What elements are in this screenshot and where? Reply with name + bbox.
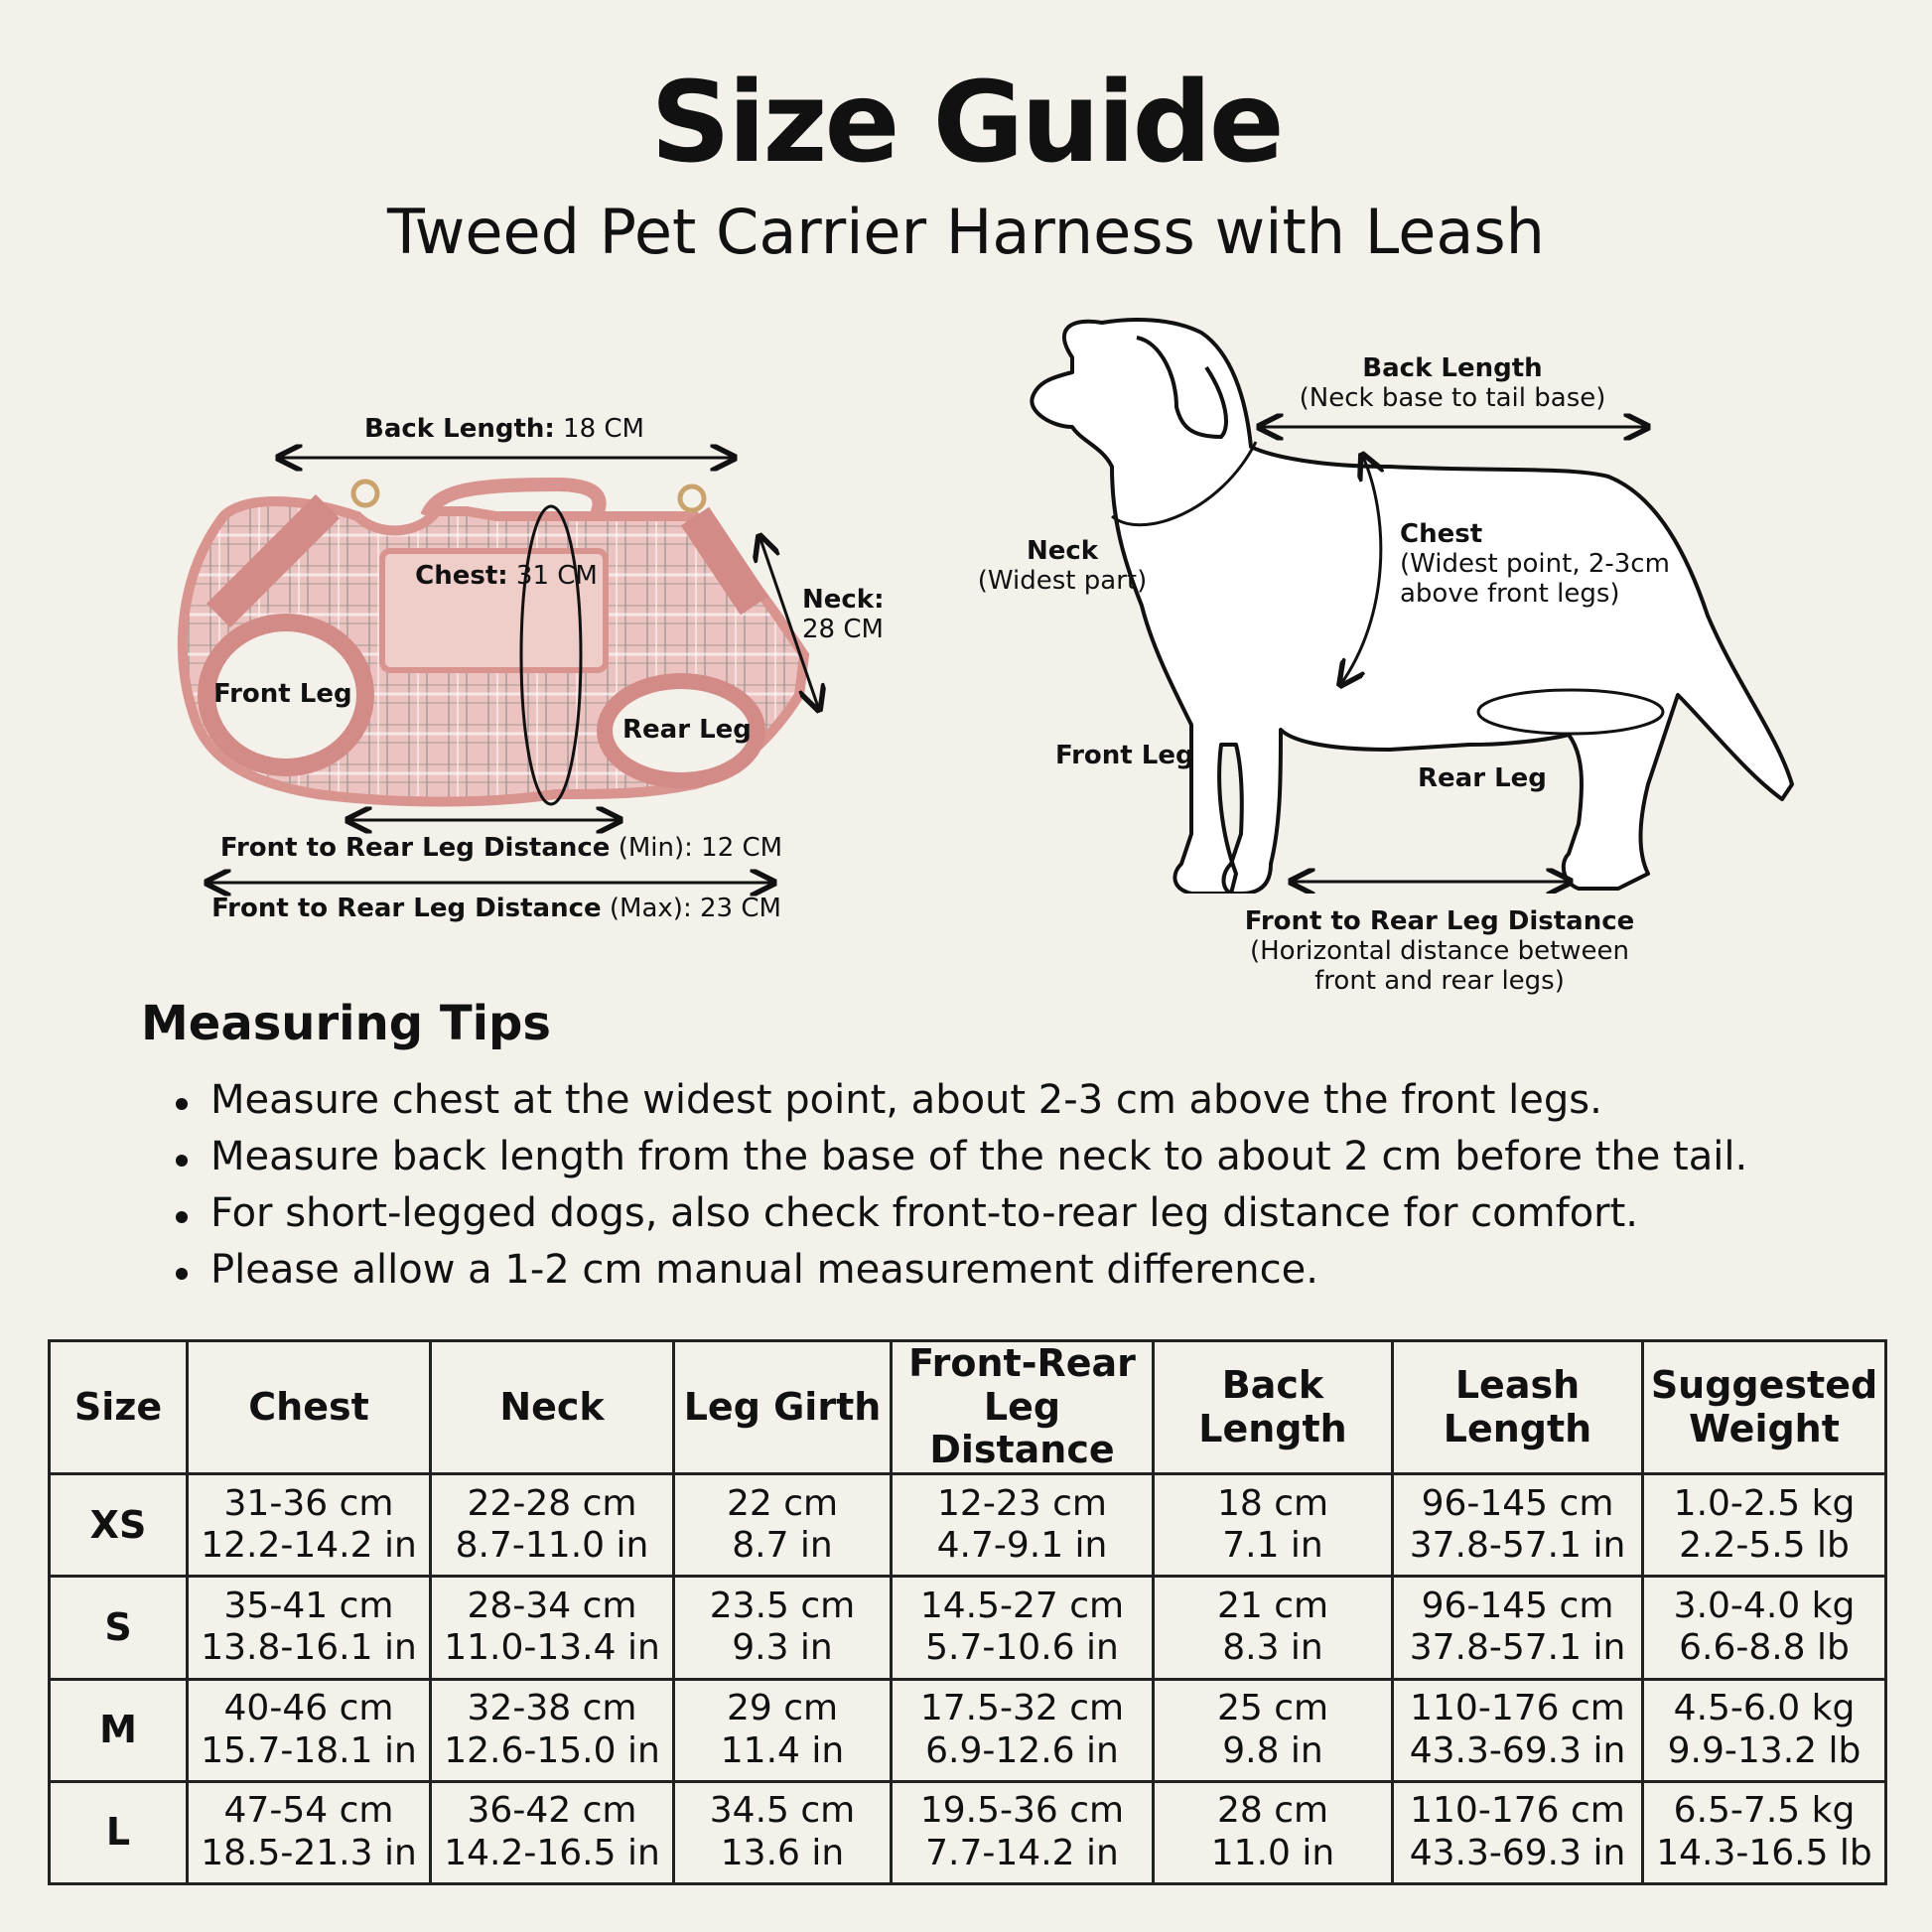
table-cell <box>431 1577 674 1679</box>
table-cell <box>674 1474 892 1577</box>
cell-line: 5.7-10.6 in <box>925 1627 1119 1669</box>
cell-line: 28 cm <box>1216 1790 1329 1832</box>
dog-chest-label: Chest (Widest point, 2-3cm above front legs) <box>1400 519 1670 609</box>
size-table <box>48 1339 1887 1885</box>
table-cell <box>892 1781 1154 1883</box>
cell-line: 17.5-32 cm <box>919 1688 1125 1729</box>
cell-line: 12.2-14.2 in <box>201 1525 417 1567</box>
cell-line: 25 cm <box>1216 1688 1329 1729</box>
cell-line: 12.6-15.0 in <box>444 1729 660 1771</box>
header-leg-girth: Leg Girth <box>674 1341 892 1474</box>
cell-line: 37.8-57.1 in <box>1409 1525 1626 1567</box>
cell-line: 1.0-2.5 kg <box>1673 1482 1856 1524</box>
table-cell <box>1154 1577 1393 1679</box>
cell-line: 14.5-27 cm <box>919 1585 1125 1626</box>
table-cell <box>892 1474 1154 1577</box>
cell-line: 29 cm <box>726 1688 839 1729</box>
harness-front-leg-label: Front Leg <box>213 679 352 709</box>
table-cell <box>188 1781 431 1883</box>
table-cell <box>1393 1679 1643 1781</box>
table-row <box>50 1577 1886 1679</box>
cell-line: 96-145 cm <box>1421 1482 1614 1524</box>
cell-line: 32-38 cm <box>467 1688 637 1729</box>
cell-line: 18 cm <box>1216 1482 1329 1524</box>
table-row <box>50 1474 1886 1577</box>
cell-line: 110-176 cm <box>1410 1790 1625 1832</box>
header-size: Size <box>50 1341 188 1474</box>
harness-rear-leg-label: Rear Leg <box>622 715 752 745</box>
cell-line: 14.3-16.5 lb <box>1656 1832 1872 1873</box>
cell-line: 4.7-9.1 in <box>936 1525 1108 1567</box>
harness-max-distance-label: Front to Rear Leg Distance (Max): 23 CM <box>211 894 781 923</box>
table-cell <box>188 1577 431 1679</box>
size-cell: XS <box>50 1474 188 1577</box>
cell-line: 110-176 cm <box>1410 1688 1625 1729</box>
table-row <box>50 1679 1886 1781</box>
cell-line: 2.2-5.5 lb <box>1679 1525 1850 1567</box>
cell-line: 7.1 in <box>1222 1525 1323 1567</box>
cell-line: 15.7-18.1 in <box>201 1729 417 1771</box>
cell-line: 37.8-57.1 in <box>1409 1627 1626 1669</box>
cell-line: 3.0-4.0 kg <box>1673 1585 1856 1626</box>
harness-back-length-label: Back Length: 18 CM <box>364 414 644 444</box>
header-neck: Neck <box>431 1341 674 1474</box>
table-cell <box>1643 1679 1886 1781</box>
table-cell <box>1393 1474 1643 1577</box>
size-cell: L <box>50 1781 188 1883</box>
tip-item: Please allow a 1-2 cm manual measurement difference. <box>171 1242 1747 1299</box>
page-subtitle: Tweed Pet Carrier Harness with Leash <box>387 196 1545 268</box>
cell-line: 6.5-7.5 kg <box>1673 1790 1856 1832</box>
table-cell <box>431 1679 674 1781</box>
cell-line: 22 cm <box>726 1482 839 1524</box>
cell-line: 28-34 cm <box>467 1585 637 1626</box>
cell-line: 9.3 in <box>732 1627 833 1669</box>
cell-line: 40-46 cm <box>223 1688 394 1729</box>
cell-line: 23.5 cm <box>709 1585 856 1626</box>
cell-line: 19.5-36 cm <box>919 1790 1125 1832</box>
cell-line: 11.4 in <box>720 1729 845 1771</box>
table-body <box>50 1474 1886 1884</box>
cell-line: 13.6 in <box>720 1832 845 1873</box>
cell-line: 8.3 in <box>1222 1627 1323 1669</box>
table-cell <box>431 1474 674 1577</box>
tip-item: Measure back length from the base of the neck to about 2 cm before the tail. <box>171 1129 1747 1185</box>
dog-rear-leg-label: Rear Leg <box>1418 763 1547 793</box>
table-cell <box>188 1474 431 1577</box>
dog-distance-label: Front to Rear Leg Distance (Horizontal distance between front and rear legs) <box>1244 906 1635 996</box>
tips-heading: Measuring Tips <box>141 996 551 1051</box>
table-cell <box>674 1781 892 1883</box>
table-header-row <box>50 1341 1886 1474</box>
header-suggested-weight: Suggested Weight <box>1643 1341 1886 1474</box>
table-cell <box>1393 1781 1643 1883</box>
cell-line: 8.7-11.0 in <box>455 1525 649 1567</box>
tips-list <box>171 1072 1747 1299</box>
table-cell <box>1643 1474 1886 1577</box>
table-row <box>50 1781 1886 1883</box>
table-cell <box>431 1781 674 1883</box>
size-cell: M <box>50 1679 188 1781</box>
table-cell <box>892 1577 1154 1679</box>
cell-line: 7.7-14.2 in <box>925 1832 1119 1873</box>
cell-line: 6.6-8.8 lb <box>1679 1627 1850 1669</box>
table-cell <box>1643 1577 1886 1679</box>
harness-min-distance-label: Front to Rear Leg Distance (Min): 12 CM <box>219 833 783 863</box>
cell-line: 14.2-16.5 in <box>444 1832 660 1873</box>
dog-back-length-label: Back Length (Neck base to tail base) <box>1299 353 1606 413</box>
cell-line: 13.8-16.1 in <box>201 1627 417 1669</box>
cell-line: 43.3-69.3 in <box>1409 1729 1626 1771</box>
table-cell <box>674 1577 892 1679</box>
dog-neck-label: Neck (Widest part) <box>977 536 1148 596</box>
cell-line: 11.0 in <box>1210 1832 1335 1873</box>
tip-item: For short-legged dogs, also check front-to-rear leg distance for comfort. <box>171 1185 1747 1242</box>
cell-line: 31-36 cm <box>223 1482 394 1524</box>
cell-line: 12-23 cm <box>937 1482 1107 1524</box>
cell-line: 22-28 cm <box>467 1482 637 1524</box>
header-back-length: Back Length <box>1154 1341 1393 1474</box>
cell-line: 47-54 cm <box>223 1790 394 1832</box>
page-title: Size Guide <box>650 59 1282 188</box>
dog-front-leg-label: Front Leg <box>1055 741 1194 770</box>
cell-line: 18.5-21.3 in <box>201 1832 417 1873</box>
cell-line: 9.9-13.2 lb <box>1667 1729 1862 1771</box>
cell-line: 4.5-6.0 kg <box>1673 1688 1856 1729</box>
cell-line: 34.5 cm <box>709 1790 856 1832</box>
cell-line: 11.0-13.4 in <box>444 1627 660 1669</box>
header-leg-distance: Front-Rear Leg Distance <box>892 1341 1154 1474</box>
cell-line: 36-42 cm <box>467 1790 637 1832</box>
table-cell <box>1154 1474 1393 1577</box>
header-leash-length: Leash Length <box>1393 1341 1643 1474</box>
table-cell <box>188 1679 431 1781</box>
cell-line: 35-41 cm <box>223 1585 394 1626</box>
cell-line: 96-145 cm <box>1421 1585 1614 1626</box>
table-cell <box>892 1679 1154 1781</box>
tip-item: Measure chest at the widest point, about 2-3 cm above the front legs. <box>171 1072 1747 1129</box>
size-cell: S <box>50 1577 188 1679</box>
table-cell <box>1154 1781 1393 1883</box>
table-cell <box>1393 1577 1643 1679</box>
cell-line: 9.8 in <box>1222 1729 1323 1771</box>
header-chest: Chest <box>188 1341 431 1474</box>
harness-neck-label: Neck: 28 CM <box>802 585 885 644</box>
cell-line: 21 cm <box>1216 1585 1329 1626</box>
table-cell <box>1643 1781 1886 1883</box>
table-cell <box>1154 1679 1393 1781</box>
cell-line: 8.7 in <box>732 1525 833 1567</box>
cell-line: 6.9-12.6 in <box>925 1729 1119 1771</box>
table-cell <box>674 1679 892 1781</box>
cell-line: 43.3-69.3 in <box>1409 1832 1626 1873</box>
harness-chest-label: Chest: 31 CM <box>415 561 598 591</box>
